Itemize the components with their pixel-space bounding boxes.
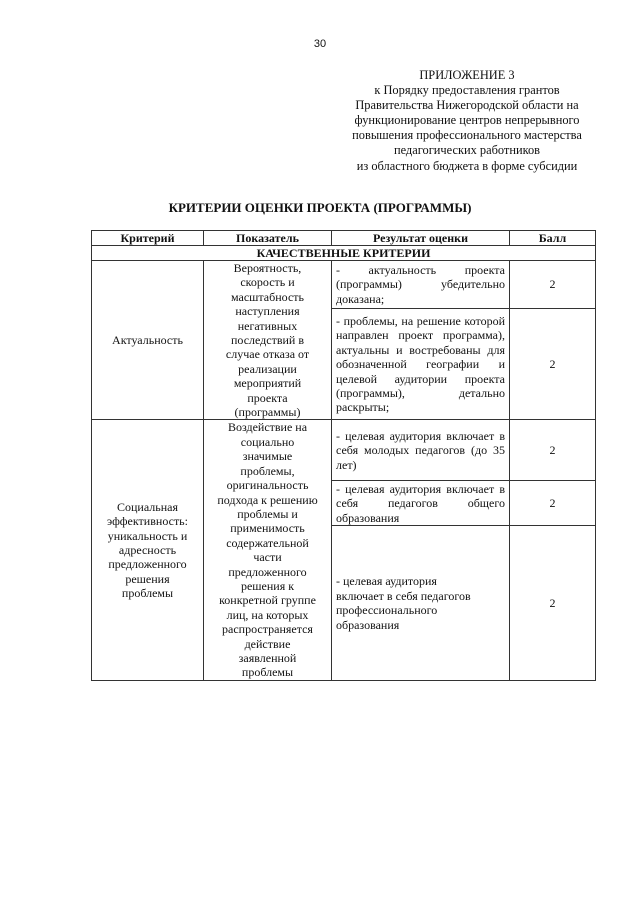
indicator-line: подхода к решению [217, 492, 318, 507]
indicator-line: части [253, 550, 282, 565]
table-row [92, 420, 596, 481]
indicator-line: оригинальность [226, 478, 309, 493]
result-cell: - актуальность проекта (программы) убедительно доказана; [332, 261, 510, 309]
appendix-line: повышения профессионального мастерства [352, 128, 582, 143]
indicator-line: применимость [230, 521, 305, 536]
indicator-cell [204, 420, 332, 680]
score-cell: 2 [510, 526, 596, 680]
criteria-table [91, 230, 596, 681]
indicator-line: масштабность [231, 289, 304, 304]
result-cell: - целевая аудитория включает в себя педагогов общего образования [332, 481, 510, 526]
document-title: КРИТЕРИИ ОЦЕНКИ ПРОЕКТА (ПРОГРАММЫ) [168, 200, 472, 215]
result-line: - целевая аудитория [336, 574, 437, 589]
indicator-line: распространяется [222, 622, 313, 637]
criterion-line: эффективность: [107, 514, 188, 529]
page-number: 30 [313, 38, 327, 50]
header-indicator: Показатель [204, 231, 332, 246]
result-cell: - проблемы, на решение которой направлен проект программа), актуальны и востребованы для обозначенной географии и целевой аудитории проекта (программы), детально раскрыты; [332, 309, 510, 420]
score-cell: 2 [510, 309, 596, 420]
criterion-line: адресность [118, 542, 177, 557]
indicator-line: скорость и [240, 275, 295, 290]
result-cell [332, 526, 510, 680]
indicator-line: проекта [247, 390, 288, 405]
indicator-line: проблемы и [237, 506, 298, 521]
indicator-line: случае отказа от [225, 347, 310, 362]
indicator-line: лиц, на которых [226, 607, 309, 622]
indicator-line: заявленной [238, 650, 297, 665]
indicator-line: социально [240, 434, 295, 449]
indicator-line: мероприятий [233, 376, 302, 391]
indicator-line: (программы) [234, 405, 301, 420]
indicator-line: значимые [242, 449, 293, 464]
indicator-line: конкретной группе [219, 593, 316, 608]
result-line: включает в себя педагогов [336, 588, 471, 603]
criterion-line: решения [125, 571, 170, 586]
indicator-line: реализации [238, 361, 297, 376]
criterion-line: Социальная [116, 499, 178, 514]
indicator-line: Воздействие на [227, 420, 308, 435]
indicator-line: последствий в [230, 333, 305, 348]
appendix-line: к Порядку предоставления грантов [374, 83, 560, 98]
appendix-header [330, 68, 604, 174]
criterion-line: предложенного [108, 557, 187, 572]
appendix-line: из областного бюджета в форме субсидии [356, 158, 578, 173]
criterion-cell: Актуальность [92, 261, 204, 420]
appendix-line: Правительства Нижегородской области на [355, 98, 579, 113]
indicator-line: содержательной [226, 535, 309, 550]
indicator-line: предложенного [228, 564, 307, 579]
indicator-line: решения к [240, 578, 295, 593]
indicator-cell [204, 261, 332, 420]
table-row [92, 261, 596, 309]
section-title: КАЧЕСТВЕННЫЕ КРИТЕРИИ [92, 246, 596, 261]
indicator-line: проблемы [241, 665, 294, 680]
table-header-row [92, 231, 596, 246]
indicator-line: негативных [237, 318, 298, 333]
score-cell: 2 [510, 481, 596, 526]
indicator-line: Вероятность, [233, 261, 302, 275]
appendix-line: педагогических работников [393, 143, 541, 158]
indicator-line: проблемы, [240, 463, 295, 478]
header-score: Балл [510, 231, 596, 246]
section-row [92, 246, 596, 261]
criterion-line: уникальность и [107, 528, 188, 543]
appendix-line: ПРИЛОЖЕНИЕ 3 [419, 68, 515, 82]
header-criterion: Критерий [92, 231, 204, 246]
indicator-line: действие [244, 636, 291, 651]
criterion-cell [92, 420, 204, 680]
score-cell: 2 [510, 261, 596, 309]
result-line: профессионального [336, 603, 438, 618]
result-line: образования [336, 617, 400, 632]
appendix-line: функционирование центров непрерывного [354, 113, 580, 128]
result-cell: - целевая аудитория включает в себя молодых педагогов (до 35 лет) [332, 420, 510, 481]
indicator-line: наступления [235, 304, 300, 319]
header-result: Результат оценки [332, 231, 510, 246]
score-cell: 2 [510, 420, 596, 481]
criterion-line: проблемы [121, 586, 174, 601]
